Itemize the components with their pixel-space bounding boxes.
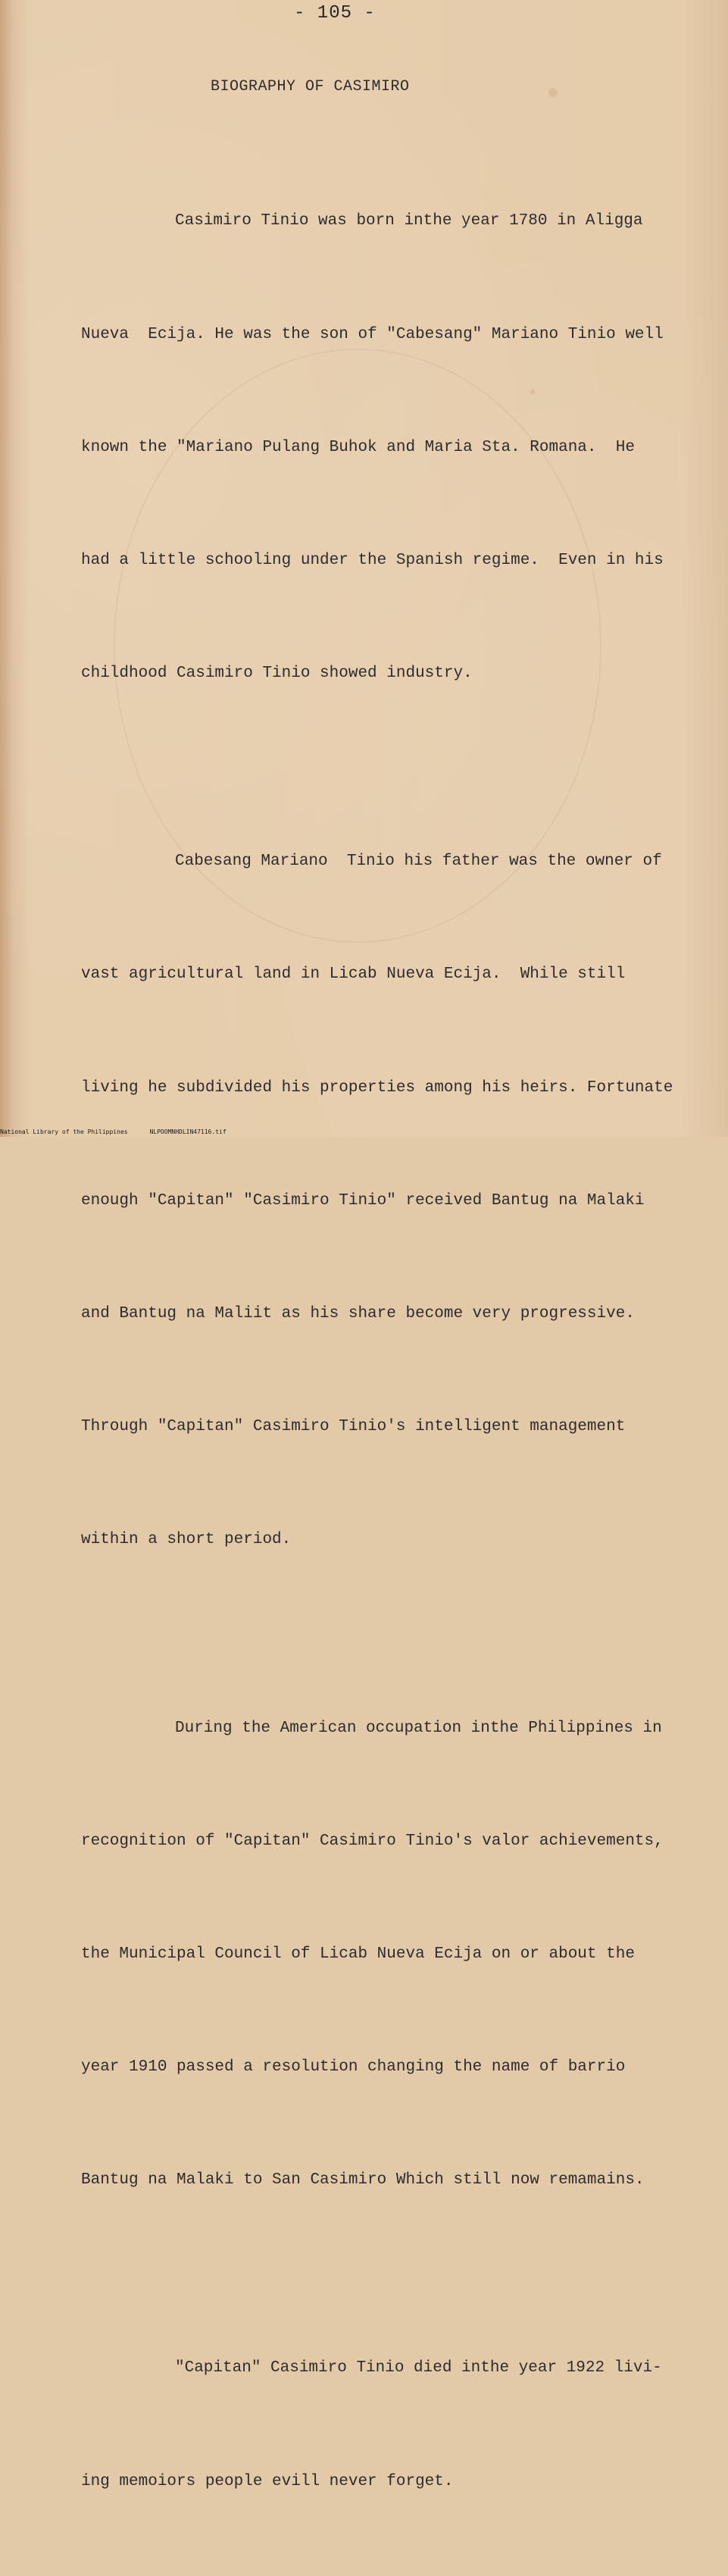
- text-line: enough "Capitan" "Casimiro Tinio" received Bantug na Malaki: [81, 1191, 645, 1210]
- page-number: - 105 -: [294, 3, 376, 23]
- text-line: ing memoiors people evill never forget.: [81, 2472, 454, 2490]
- paragraph-2: [81, 768, 672, 1634]
- text-line: Through "Capitan" Casimiro Tinio's intelligent management: [81, 1417, 626, 1435]
- text-line: Bantug na Malaki to San Casimiro Which still now remamains.: [81, 2171, 645, 2189]
- paragraph-1: [81, 127, 672, 768]
- stain-mark: [548, 88, 558, 97]
- text-line: During the American occupation inthe Philippines in: [175, 1719, 662, 1737]
- text-line: Casimiro Tinio was born inthe year 1780 in Aligga: [175, 212, 643, 230]
- text-line: childhood Casimiro Tinio showed industry.: [81, 664, 473, 682]
- text-line: within a short period.: [81, 1531, 292, 1549]
- document-title: BIOGRAPHY OF CASIMIRO: [211, 78, 410, 95]
- text-line: Nueva Ecija. He was the son of "Cabesang" Mariano Tinio well: [81, 325, 664, 343]
- document-body: [81, 127, 672, 2576]
- paragraph-4: [81, 2274, 672, 2576]
- text-line: known the "Mariano Pulang Buhok and Maria Sta. Romana. He: [81, 438, 635, 456]
- text-line: had a little schooling under the Spanish regime. Even in his: [81, 551, 664, 569]
- text-line: Cabesang Mariano Tinio his father was the owner of: [175, 853, 662, 871]
- text-line: recognition of "Capitan" Casimiro Tinio's valor achievements,: [81, 1832, 664, 1850]
- text-line: and Bantug na Maliit as his share become very progressive.: [81, 1304, 635, 1322]
- text-line: "Capitan" Casimiro Tinio died inthe year 1922 livi-: [175, 2359, 662, 2377]
- scan-footer: [0, 1128, 227, 1135]
- text-line: year 1910 passed a resolution changing the name of barrio: [81, 2058, 626, 2076]
- text-line: vast agricultural land in Licab Nueva Ecija. While still: [81, 966, 626, 984]
- footer-library: National Library of the Philippines: [0, 1128, 128, 1135]
- footer-filename: NLPOOMNHDLIN47116.tif: [149, 1128, 227, 1135]
- text-line: living he subdivided his properties among his heirs. Fortunate: [81, 1078, 673, 1097]
- text-line: the Municipal Council of Licab Nueva Ecija on or about the: [81, 1945, 635, 1963]
- paragraph-3: [81, 1634, 672, 2274]
